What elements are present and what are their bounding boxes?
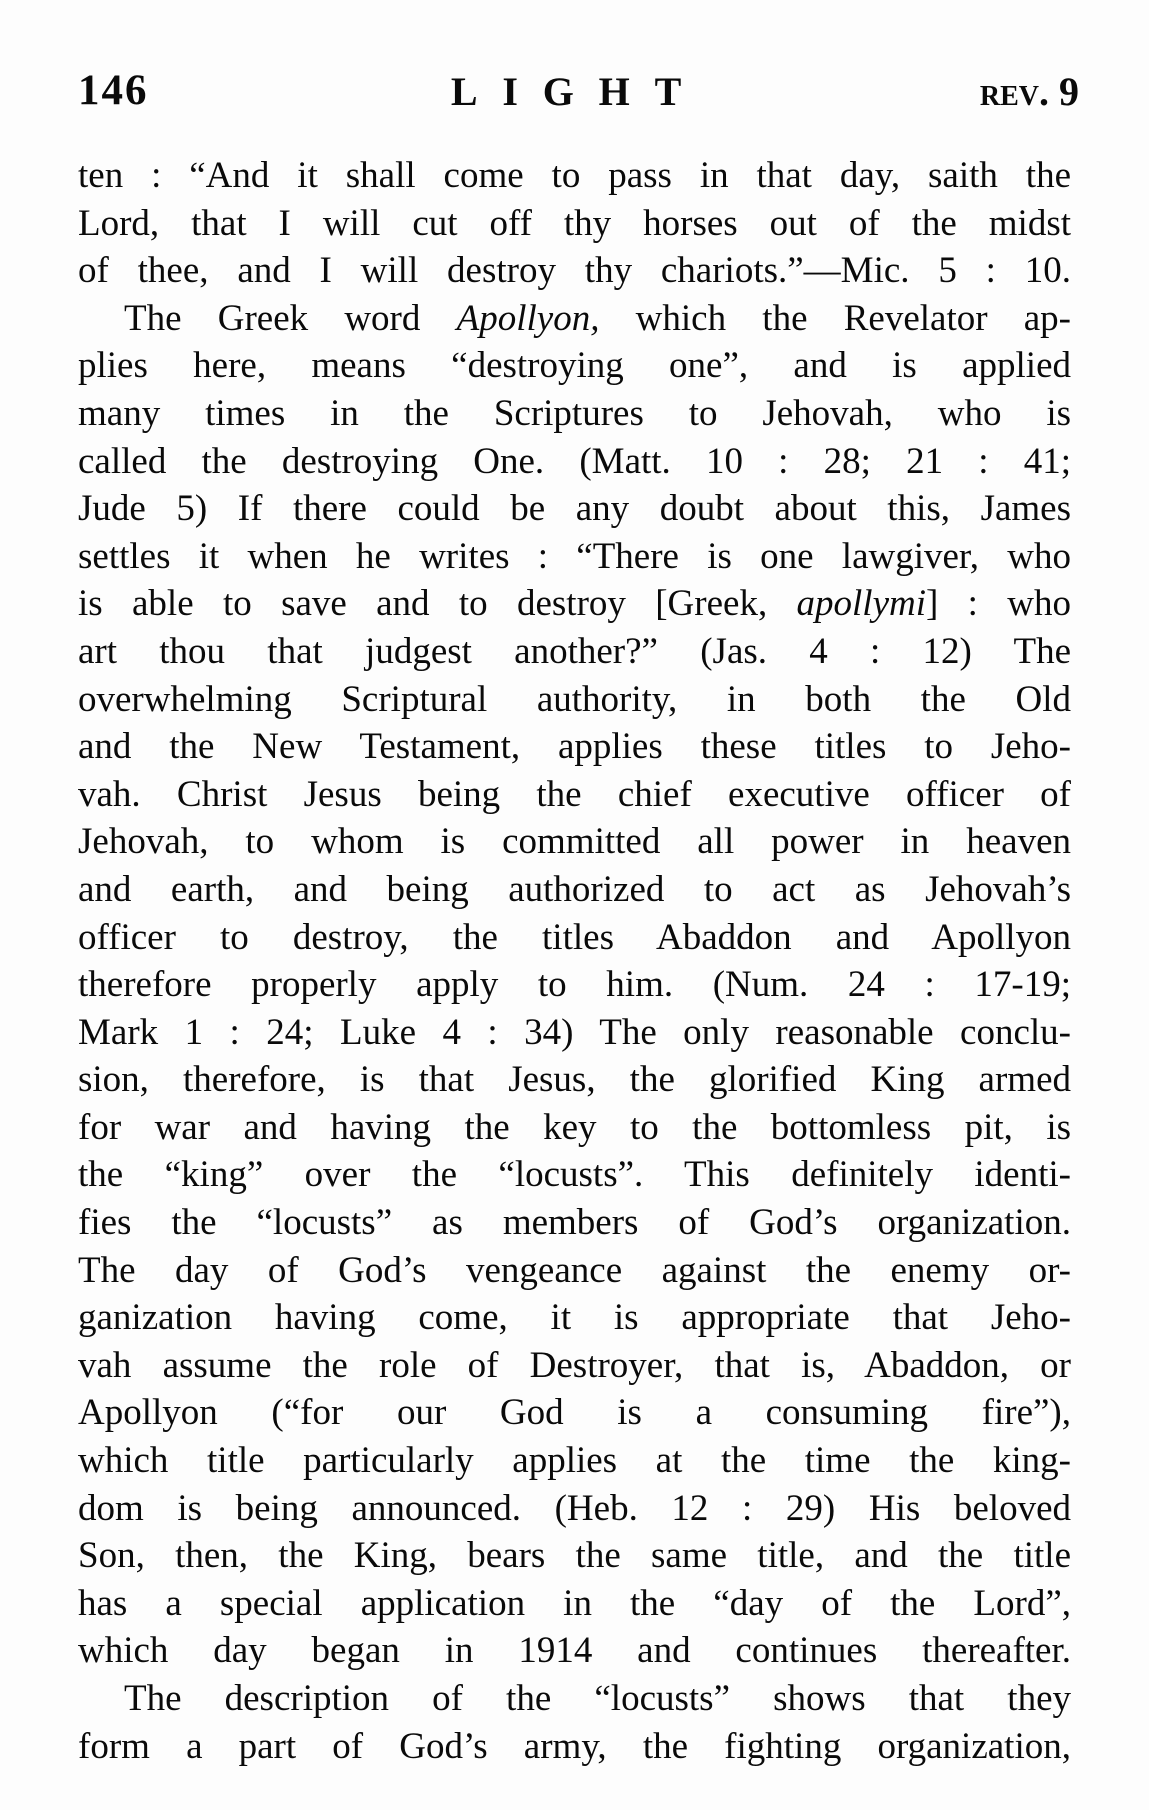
text-line: Jude 5) If there could be any doubt about this, James [78, 488, 1071, 530]
text-line: the “king” over the “locusts”. This definitely identi- [78, 1154, 1071, 1196]
text-line: has a special application in the “day of the Lord”, [78, 1582, 1071, 1624]
text-line: officer to destroy, the titles Abaddon and Apollyon [78, 916, 1071, 958]
text-line: which title particularly applies at the time the king- [78, 1440, 1071, 1482]
text-line: and the New Testament, applies these titles to Jeho- [78, 726, 1071, 768]
text-line: dom is being announced. (Heb. 12 : 29) His beloved [78, 1487, 1071, 1529]
text-line: plies here, means “destroying one”, and is applied [78, 345, 1071, 387]
text-line: Son, then, the King, bears the same title, and the title [78, 1535, 1071, 1577]
text-line: which day began in 1914 and continues thereafter. [78, 1630, 1071, 1672]
paragraph [78, 152, 1071, 295]
text-line: vah. Christ Jesus being the chief executive officer of [78, 773, 1071, 815]
text-line: and earth, and being authorized to act as Jehovah’s [78, 868, 1071, 910]
text-line: therefore properly apply to him. (Num. 24 : 17-19; [78, 964, 1071, 1006]
text-line: ten : “And it shall come to pass in that day, saith the [78, 155, 1071, 196]
text-line: vah assume the role of Destroyer, that is, Abaddon, or [78, 1344, 1071, 1386]
chapter-reference [980, 68, 1079, 115]
text-line: The day of God’s vengeance against the enemy or- [78, 1249, 1071, 1291]
text-line: fies the “locusts” as members of God’s organization. [78, 1202, 1071, 1244]
text-line: overwhelming Scriptural authority, in both the Old [78, 678, 1071, 720]
text-line: Apollyon (“for our God is a consuming fire”), [78, 1392, 1071, 1434]
page-header [78, 66, 1079, 116]
paragraph [78, 1675, 1071, 1770]
text-line: is able to save and to destroy [Greek, apollymi] : who [78, 583, 1071, 625]
text-line: for war and having the key to the bottomless pit, is [78, 1106, 1071, 1148]
page-number: 146 [78, 67, 149, 114]
text-line: of thee, and I will destroy thy chariots.”—Mic. 5 : 10. [78, 250, 1071, 292]
paragraph [78, 295, 1071, 1675]
chapter-reference-number: 9 [1059, 69, 1079, 114]
page-body [78, 152, 1071, 1770]
text-line: Lord, that I will cut off thy horses out of the midst [78, 202, 1071, 244]
text-line: Mark 1 : 24; Luke 4 : 34) The only reasonable conclu- [78, 1011, 1071, 1053]
text-line: sion, therefore, is that Jesus, the glorified King armed [78, 1059, 1071, 1101]
text-line: called the destroying One. (Matt. 10 : 28; 21 : 41; [78, 440, 1071, 482]
text-line: settles it when he writes : “There is one lawgiver, who [78, 535, 1071, 577]
text-line: The Greek word Apollyon, which the Revelator ap- [124, 297, 1071, 339]
text-line: ganization having come, it is appropriate that Jeho- [78, 1297, 1071, 1339]
text-line: form a part of God’s army, the fighting organization, [78, 1725, 1071, 1767]
running-title: LIGHT [450, 69, 707, 114]
text-line: art thou that judgest another?” (Jas. 4 : 12) The [78, 630, 1071, 672]
text-line: The description of the “locusts” shows that they [124, 1678, 1071, 1719]
text-line: Jehovah, to whom is committed all power in heaven [78, 821, 1071, 863]
text-line: many times in the Scriptures to Jehovah, who is [78, 392, 1071, 434]
chapter-reference-book: rev. [979, 69, 1049, 114]
